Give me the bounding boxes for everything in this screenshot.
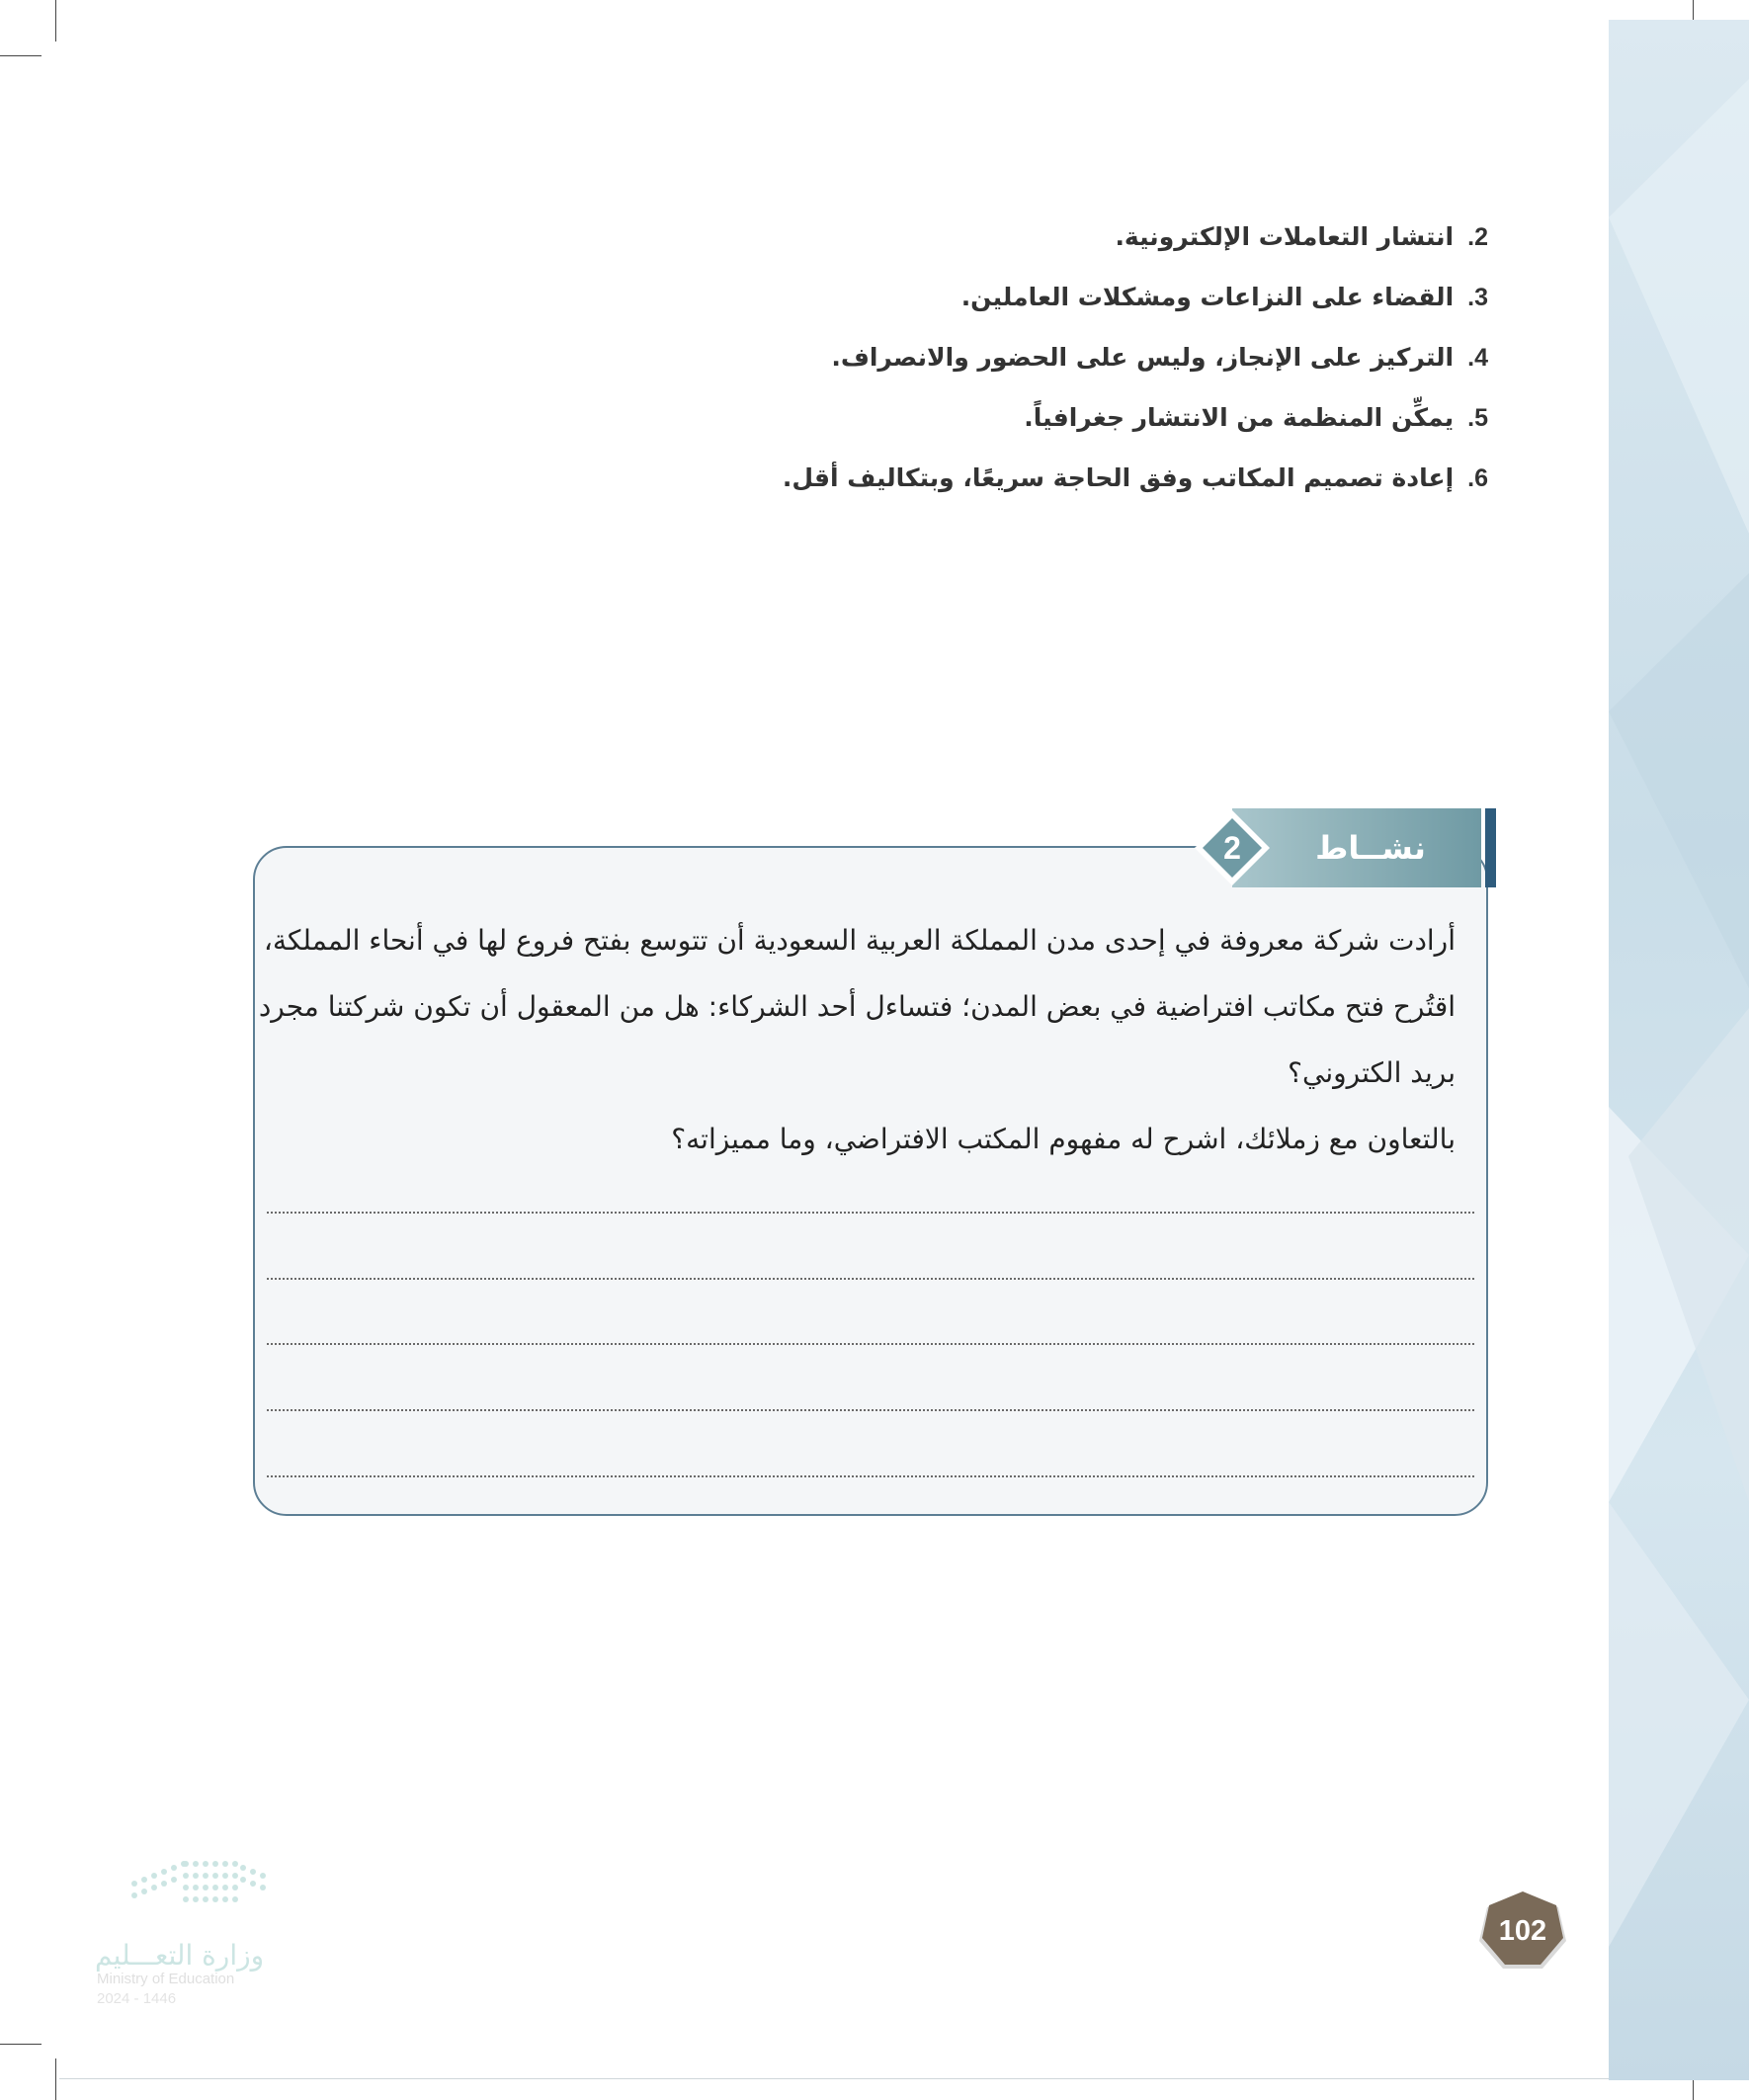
- crop-mark: [0, 2044, 42, 2045]
- ministry-name-english: Ministry of Education: [97, 1971, 235, 1987]
- page-number: 102: [1498, 1915, 1547, 1947]
- ministry-logo-dots-icon: [95, 1858, 273, 1917]
- list-item: [783, 396, 1488, 457]
- list-item: [783, 336, 1488, 396]
- list-item-text: يمكِّن المنظمة من الانتشار جغرافياً.: [1024, 403, 1455, 432]
- list-item-text: القضاء على النزاعات ومشكلات العاملين.: [960, 283, 1455, 311]
- activity-label: نشــاط: [1315, 829, 1426, 867]
- points-list: [783, 215, 1488, 517]
- activity-number: 2: [1223, 830, 1241, 866]
- answer-line[interactable]: [267, 1278, 1474, 1280]
- activity-badge: [1193, 808, 1496, 887]
- list-item-text: إعادة تصميم المكاتب وفق الحاجة سريعًا، وبتكاليف أقل.: [782, 463, 1455, 492]
- answer-line[interactable]: [267, 1212, 1474, 1214]
- activity-text-line: أرادت شركة معروفة في إحدى مدن المملكة العربية السعودية أن تتوسع بفتح فروع لها في أنحاء المملكة،: [263, 924, 1456, 957]
- list-item: [783, 215, 1488, 276]
- crop-mark: [0, 55, 42, 56]
- answer-line[interactable]: [267, 1475, 1474, 1477]
- page-number-badge: [1477, 1890, 1568, 1973]
- crop-mark: [55, 0, 56, 42]
- answer-line[interactable]: [267, 1409, 1474, 1411]
- list-item-number: 3.: [1467, 284, 1488, 311]
- activity-badge-edge: [1485, 808, 1496, 887]
- bottom-rule: [59, 2078, 1609, 2079]
- list-item-number: 2.: [1467, 223, 1488, 251]
- side-decoration-panel: [1609, 20, 1749, 2080]
- list-item-number: 5.: [1467, 404, 1488, 432]
- list-item-text: انتشار التعاملات الإلكترونية.: [1115, 222, 1455, 251]
- list-item: [783, 457, 1488, 517]
- answer-line[interactable]: [267, 1343, 1474, 1345]
- ministry-year: 2024 - 1446: [97, 1990, 177, 2007]
- list-item: [783, 276, 1488, 336]
- ministry-name-arabic: وزارة التعـــليم: [95, 1939, 265, 1972]
- list-item-number: 6.: [1467, 464, 1488, 492]
- activity-question: بالتعاون مع زملائك، اشرح له مفهوم المكتب الافتراضي، وما مميزاته؟: [671, 1123, 1456, 1155]
- ministry-logo: [95, 1858, 352, 2006]
- list-item-number: 4.: [1467, 344, 1488, 372]
- list-item-text: التركيز على الإنجاز، وليس على الحضور والانصراف.: [831, 343, 1455, 372]
- activity-text-line: بريد الكتروني؟: [1288, 1056, 1456, 1089]
- activity-text-line: اقتُرح فتح مكاتب افتراضية في بعض المدن؛ فتساءل أحد الشركاء: هل من المعقول أن تكون شركتنا مجرد: [258, 990, 1456, 1023]
- crop-mark: [55, 2058, 56, 2100]
